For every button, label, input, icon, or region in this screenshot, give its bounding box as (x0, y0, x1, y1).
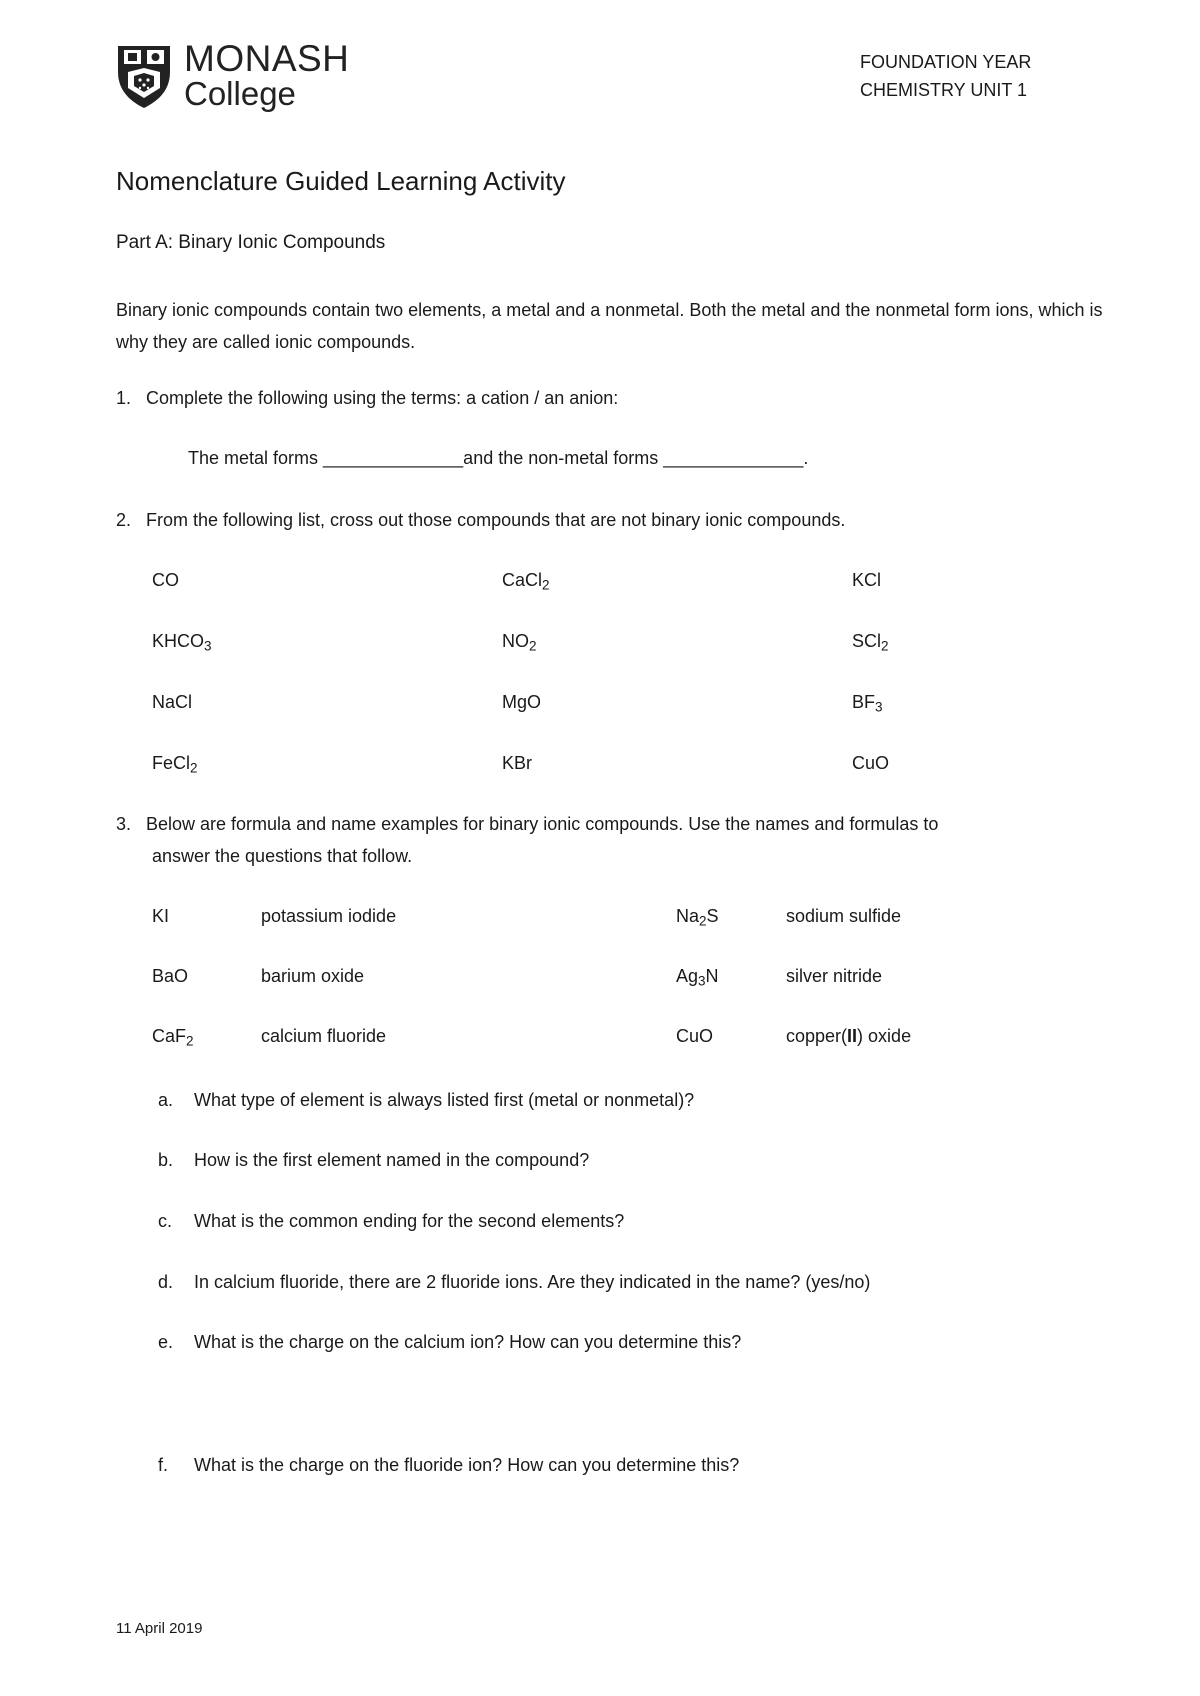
sub-question-text: What is the charge on the calcium ion? How can you determine this? (194, 1332, 742, 1352)
sub-question (158, 1455, 739, 1476)
formula-subscript: 3 (204, 638, 212, 654)
formula-subscript: 2 (186, 1033, 194, 1049)
compound-formula (502, 631, 537, 653)
formula-subscript: 3 (875, 699, 883, 715)
compound-formula (502, 570, 550, 592)
example-name: potassium iodide (261, 906, 397, 926)
compound-formula (502, 692, 541, 713)
header-line-1: FOUNDATION YEAR (860, 52, 1032, 72)
formula-base: Ag (676, 966, 699, 986)
question-number: 2. (116, 510, 132, 530)
question-text-line-1: Below are formula and name examples for binary ionic compounds. Use the names and formulas to (146, 814, 939, 834)
sub-question (158, 1211, 624, 1232)
section-heading-part-a: Part A: Binary Ionic Compounds (116, 232, 386, 253)
formula-base: KCl (852, 570, 882, 590)
formula-base: CO (152, 570, 179, 590)
example-name (786, 1026, 911, 1047)
example-name: barium oxide (261, 966, 365, 986)
question-2 (116, 510, 845, 531)
sub-question-text: What is the common ending for the second elements? (194, 1211, 625, 1231)
compound-formula (152, 570, 179, 591)
intro-paragraph: Binary ionic compounds contain two elements, a metal and a nonmetal. Both the metal and the nonmetal form ions, which is why they are called ionic compounds. (116, 300, 1103, 352)
sub-question-letter: b. (158, 1150, 174, 1170)
sub-question-text: What type of element is always listed first (metal or nonmetal)? (194, 1090, 695, 1110)
formula-base: CaCl (502, 570, 543, 590)
formula-subscript: 2 (529, 638, 537, 654)
sub-question (158, 1272, 870, 1293)
formula-base: NO (502, 631, 529, 651)
formula-base: CaF (152, 1026, 187, 1046)
footer-date: 11 April 2019 (116, 1620, 203, 1637)
sub-question-text: In calcium fluoride, there are 2 fluoride ions. Are they indicated in the name? (yes/no) (194, 1272, 871, 1292)
formula-subscript: 2 (542, 577, 550, 593)
page-title: Nomenclature Guided Learning Activity (116, 166, 566, 196)
formula-base: MgO (502, 692, 542, 712)
compound-formula (852, 692, 883, 714)
sub-question (158, 1090, 694, 1111)
formula-base: KBr (502, 753, 533, 773)
example-formula (676, 906, 719, 928)
example-name: silver nitride (786, 966, 883, 986)
example-formula (152, 966, 188, 987)
roman-numeral: II (847, 1026, 858, 1046)
fill-in-blank-sentence: The metal forms ______________and the non-metal forms ______________. (188, 448, 809, 468)
logo-brand-text: MONASH (184, 38, 350, 79)
question-text-line-2: answer the questions that follow. (152, 846, 413, 866)
compound-formula (852, 631, 889, 653)
formula-base: Na (676, 906, 700, 926)
formula-base: CuO (676, 1026, 714, 1046)
example-formula (676, 966, 719, 988)
formula-base: BF (852, 692, 876, 712)
formula-tail: S (706, 906, 719, 926)
formula-base: SCl (852, 631, 882, 651)
formula-base: FeCl (152, 753, 191, 773)
question-1 (116, 388, 618, 409)
question-text: Complete the following using the terms: a cation / an anion: (146, 388, 619, 408)
question-number: 3. (116, 814, 132, 834)
example-name: sodium sulfide (786, 906, 902, 926)
question-number: 1. (116, 388, 132, 408)
example-formula (152, 906, 169, 927)
formula-base: CuO (852, 753, 890, 773)
sub-question-letter: d. (158, 1272, 174, 1292)
compound-formula (852, 570, 881, 591)
compound-formula (152, 692, 192, 713)
sub-question-letter: a. (158, 1090, 174, 1110)
header-course (860, 48, 1031, 104)
sub-question (158, 1332, 741, 1353)
monash-college-logo (114, 38, 354, 112)
formula-tail: N (705, 966, 719, 986)
header-line-2: CHEMISTRY UNIT 1 (860, 80, 1028, 100)
formula-base: KHCO (152, 631, 205, 651)
question-3 (116, 814, 938, 835)
compound-formula (852, 753, 889, 774)
logo-sub-text: College (184, 75, 296, 112)
crest-icon (114, 42, 174, 110)
name-part: copper( (786, 1026, 848, 1046)
compound-formula (502, 753, 532, 774)
formula-base: NaCl (152, 692, 193, 712)
compound-formula (152, 753, 198, 775)
formula-subscript: 2 (190, 760, 198, 776)
formula-subscript: 2 (699, 913, 707, 929)
formula-subscript: 2 (881, 638, 889, 654)
compound-formula (152, 631, 212, 653)
example-name: calcium fluoride (261, 1026, 387, 1046)
formula-base: KI (152, 906, 170, 926)
sub-question-letter: e. (158, 1332, 174, 1352)
sub-question-letter: c. (158, 1211, 173, 1231)
question-text: From the following list, cross out those compounds that are not binary ionic compounds. (146, 510, 846, 530)
sub-question (158, 1150, 589, 1171)
formula-subscript: 3 (698, 973, 706, 989)
example-formula (152, 1026, 194, 1048)
name-part: ) oxide (857, 1026, 912, 1046)
sub-question-letter: f. (158, 1455, 169, 1475)
sub-question-text: What is the charge on the fluoride ion? How can you determine this? (194, 1455, 740, 1475)
example-formula (676, 1026, 713, 1047)
formula-base: BaO (152, 966, 189, 986)
sub-question-text: How is the first element named in the compound? (194, 1150, 590, 1170)
